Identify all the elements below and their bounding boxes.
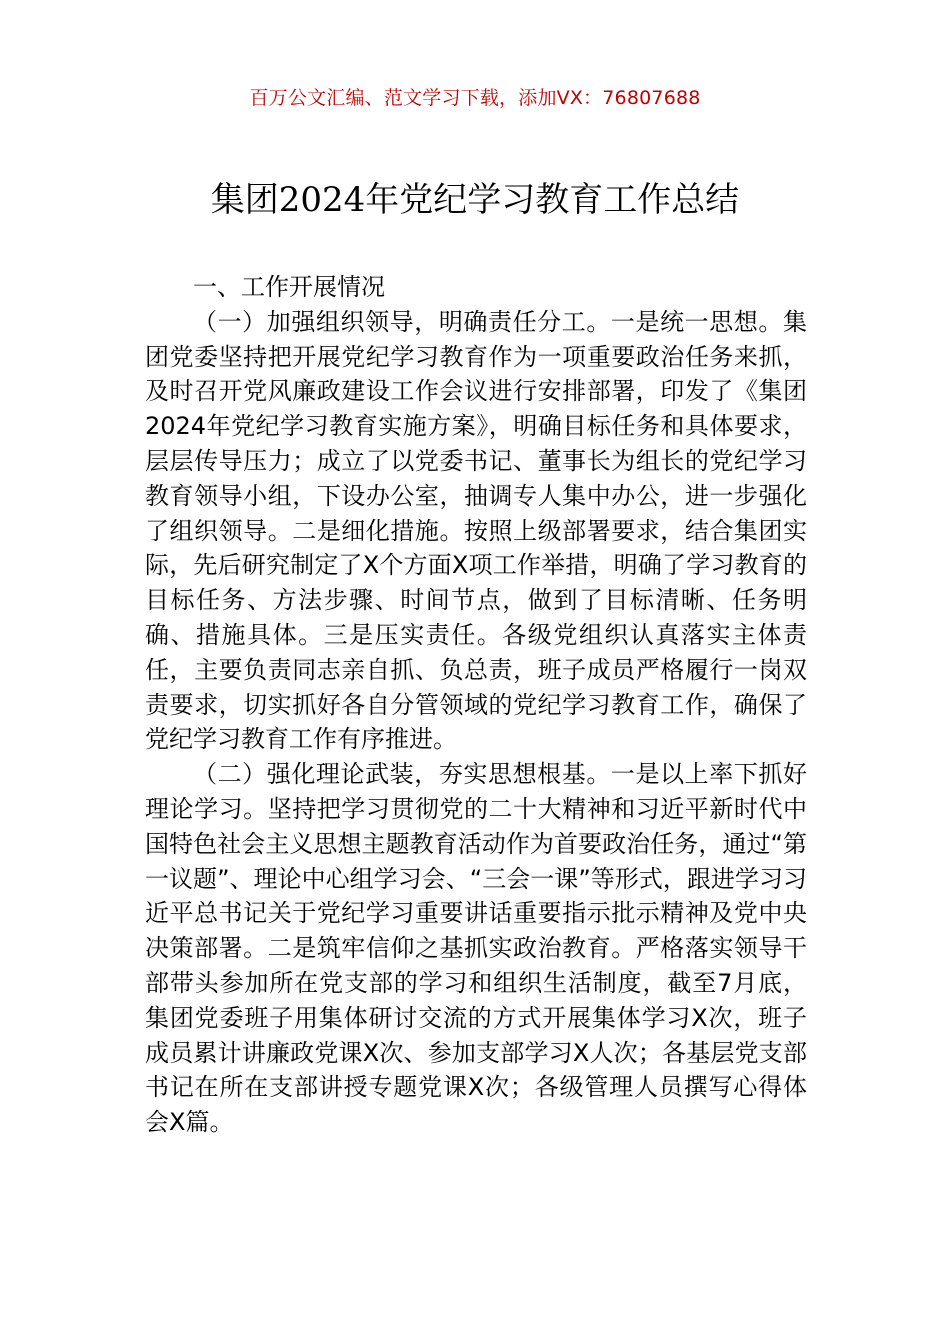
section-heading: 一、工作开展情况 bbox=[193, 273, 385, 301]
header-note: 百万公文汇编、范文学习下载，添加VX：76807688 bbox=[249, 87, 701, 109]
paragraph-1: （一）加强组织领导，明确责任分工。一是统一思想。集团党委坚持把开展党纪学习教育作为一项重要政治任务来抓，及时召开党风廉政建设工作会议进行安排部署，印发了《集团2024年党纪学习教育实施方案》，明确目标任务和具体要求，层层传导压力；成立了以党委书记、董事长为组长的党纪学习教育领导小组，下设办公室，抽调专人集中办公，进一步强化了组织领导。二是细化措施。按照上级部署要求，结合集团实际，先后研究制定了X个方面X项工作举措，明确了学习教育的目标任务、方法步骤、时间节点，做到了目标清晰、任务明确、措施具体。三是压实责任。各级党组织认真落实主体责任，主要负责同志亲自抓、负总责，班子成员严格履行一岗双责要求，切实抓好各自分管领域的党纪学习教育工作，确保了党纪学习教育工作有序推进。 bbox=[145, 307, 807, 754]
document-body bbox=[145, 270, 807, 1140]
paragraph-2: （二）强化理论武装，夯实思想根基。一是以上率下抓好理论学习。坚持把学习贯彻党的二十大精神和习近平新时代中国特色社会主义思想主题教育活动作为首要政治任务，通过“第一议题”、理论中心组学习会、“三会一课”等形式，跟进学习习近平总书记关于党纪学习重要讲话重要指示批示精神及党中央决策部署。二是筑牢信仰之基抓实政治教育。严格落实领导干部带头参加所在党支部的学习和组织生活制度，截至7月底，集团党委班子用集体研讨交流的方式开展集体学习X次，班子成员累计讲廉政党课X次、参加支部学习X人次；各基层党支部书记在所在支部讲授专题党课X次；各级管理人员撰写心得体会X篇。 bbox=[145, 760, 807, 1137]
document-title: 集团2024年党纪学习教育工作总结 bbox=[210, 180, 740, 220]
